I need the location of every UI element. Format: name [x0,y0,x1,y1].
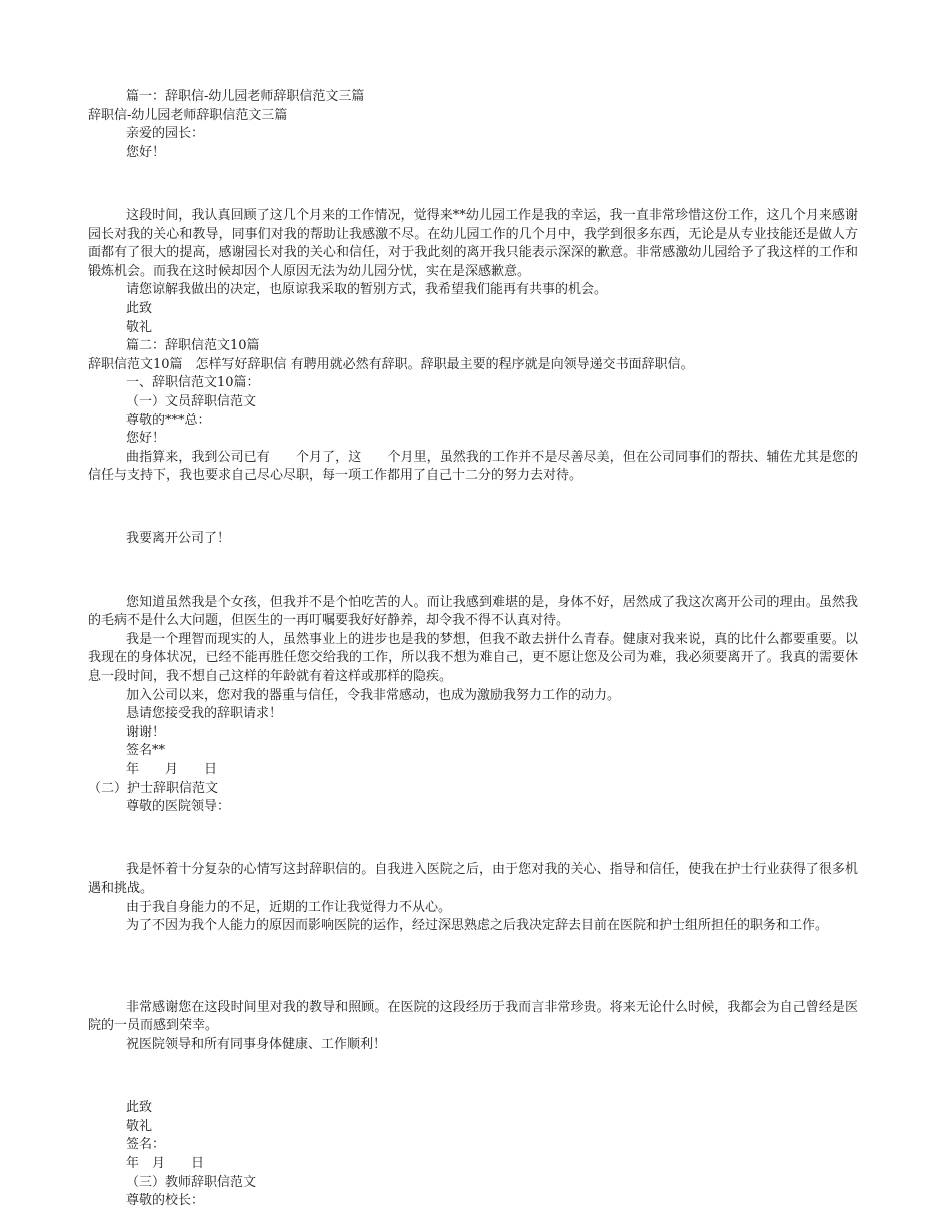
blank-line [88,1068,858,1087]
paragraph: 敬礼 [126,319,153,335]
paragraph: 我要离开公司了！ [126,531,231,547]
paragraph: 签名： [126,1137,166,1153]
paragraph: 年 月 日 [126,762,218,777]
blank-line [88,949,858,986]
paragraph: 一、辞职信范文10篇： [126,375,260,391]
paragraph: 曲指算来，我到公司已有 个月了，这 个月里，虽然我的工作并不是尽善尽美，但在公司同事们的帮扶、辅佐尤其是您的信任与支持下，我也要求自己尽心尽职，每一项工作都用了自己十二分的努力去对待。 [88,449,858,484]
paragraph: 辞职信范文10篇 怎样写好辞职信 有聘用就必然有辞职。辞职最主要的程序就是向领导递交书面辞职信。 [88,356,694,372]
blank-line [88,175,858,194]
paragraph: 篇一：辞职信-幼儿园老师辞职信范文三篇 [126,89,365,104]
paragraph: （三）教师辞职信范文 [126,1174,257,1190]
paragraph: 恳请您接受我的辞职请求！ [126,706,283,722]
paragraph: 这段时间，我认真回顾了这几个月来的工作情况，觉得来**幼儿园工作是我的幸运，我一直非常珍惜这份工作，这几个月来感谢园长对我的关心和教导，同事们对我的帮助让我感激不尽。在幼儿园工作的几个月中，我学到很多东西，无论是从专业技能还是做人方面都有了很大的提高，感谢园长对我的关心和信任，对于我此刻的离开我只能表示深深的歉意。非常感激幼儿园给予了我这样的工作和锻炼机会。而我在这时候却因个人原因无法为幼儿园分忧，实在是深感歉意。 [88,207,858,279]
paragraph: 谢谢！ [126,724,166,740]
paragraph: 辞职信-幼儿园老师辞职信范文三篇 [88,107,288,123]
paragraph: 亲爱的园长： [126,126,205,142]
paragraph: 祝医院领导和所有同事身体健康、工作顺利！ [126,1036,387,1052]
paragraph: 我是怀着十分复杂的心情写这封辞职信的。自我进入医院之后，由于您对我的关心、指导和信任，使我在护士行业获得了很多机遇和挑战。 [88,862,858,896]
paragraph: 您好！ [126,431,166,447]
blank-line [88,562,858,581]
paragraph: 年 月 日 [126,1155,205,1171]
paragraph: 敬礼 [126,1118,153,1134]
paragraph: 加入公司以来，您对我的器重与信任，令我非常感动，也成为激励我努力工作的动力。 [126,687,621,703]
paragraph: （一）文员辞职信范文 [126,393,257,409]
paragraph: 尊敬的***总： [126,412,211,428]
paragraph: 篇二：辞职信范文10篇 [126,338,260,354]
paragraph: 尊敬的医院领导： [126,799,231,815]
paragraph: 请您谅解我做出的决定，也原谅我采取的暂别方式，我希望我们能再有共事的机会。 [126,282,608,298]
paragraph: 此致 [126,300,153,316]
paragraph: 非常感谢您在这段时间里对我的教导和照顾。在医院的这段经历于我而言非常珍贵。将来无论什么时候，我都会为自己曾经是医院的一员而感到荣幸。 [88,999,858,1034]
paragraph: 由于我自身能力的不足，近期的工作让我觉得力不从心。 [126,899,452,915]
paragraph: 签名** [126,743,166,759]
paragraph: （二）护士辞职信范文 [88,780,219,796]
paragraph: 尊敬的校长： [126,1193,205,1209]
blank-line [88,499,858,518]
document-body [88,88,858,1211]
paragraph: 您知道虽然我是个女孩，但我并不是个怕吃苦的人。而让我感到难堪的是，身体不好，居然成了我这次离开公司的理由。虽然我的毛病不是什么大问题，但医生的一再叮嘱要我好好静养，却令我不得不认真对待。 [88,594,858,629]
paragraph: 为了不因为我个人能力的原因而影响医院的运作，经过深思熟虑之后我决定辞去目前在医院和护士组所担任的职务和工作。 [126,918,829,934]
paragraph: 我是一个理智而现实的人，虽然事业上的进步也是我的梦想，但我不敢去拼什么青春。健康对我来说，真的比什么都要重要。以我现在的身体状况，已经不能再胜任您交给我的工作，所以我不想为难自己，更不愿让您及公司为难，我必须要离开了。我真的需要休息一段时间，我不想自己这样的年龄就有着这样或那样的隐疾。 [88,631,858,685]
paragraph: 您好！ [126,144,166,160]
blank-line [88,830,858,849]
paragraph: 此致 [126,1100,153,1116]
